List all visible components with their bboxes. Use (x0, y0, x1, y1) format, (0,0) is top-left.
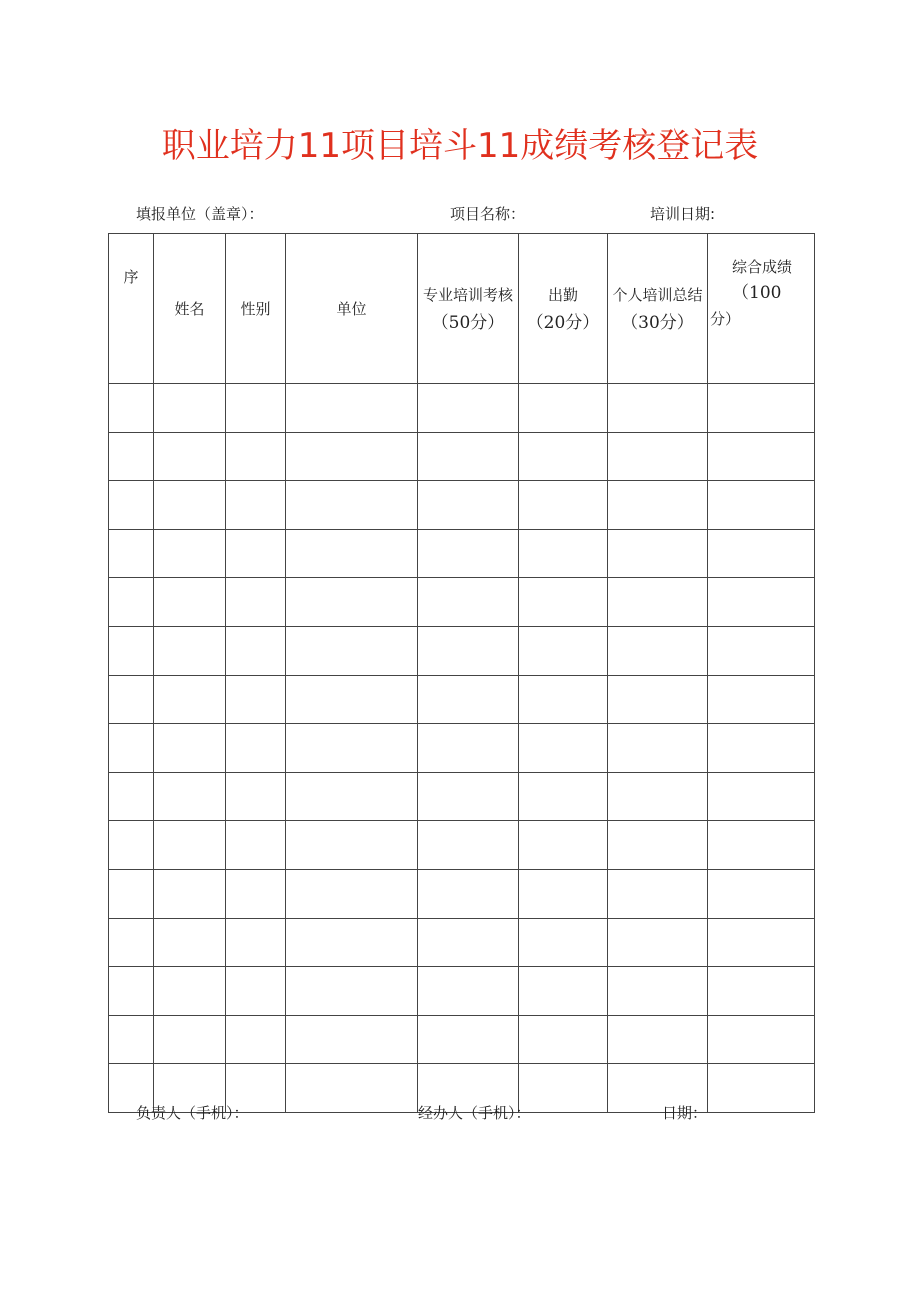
cell-seq[interactable] (109, 869, 154, 918)
cell-name[interactable] (154, 529, 226, 578)
cell-gender[interactable] (226, 626, 286, 675)
cell-summary[interactable] (608, 432, 708, 481)
cell-professional[interactable] (418, 869, 519, 918)
cell-professional[interactable] (418, 821, 519, 870)
cell-attendance[interactable] (519, 675, 608, 724)
cell-name[interactable] (154, 918, 226, 967)
cell-attendance[interactable] (519, 578, 608, 627)
cell-attendance[interactable] (519, 724, 608, 773)
cell-unit[interactable] (286, 529, 418, 578)
cell-seq[interactable] (109, 967, 154, 1016)
table-row (109, 675, 815, 724)
cell-total[interactable] (708, 1015, 815, 1064)
cell-unit[interactable] (286, 578, 418, 627)
cell-name[interactable] (154, 384, 226, 433)
cell-attendance[interactable] (519, 1064, 608, 1113)
cell-total[interactable] (708, 724, 815, 773)
cell-professional[interactable] (418, 432, 519, 481)
cell-summary[interactable] (608, 481, 708, 530)
table-row (109, 724, 815, 773)
cell-seq[interactable] (109, 724, 154, 773)
table-row (109, 578, 815, 627)
cell-summary[interactable] (608, 821, 708, 870)
cell-total[interactable] (708, 821, 815, 870)
table-row (109, 967, 815, 1016)
cell-seq[interactable] (109, 918, 154, 967)
cell-gender[interactable] (226, 432, 286, 481)
cell-summary[interactable] (608, 384, 708, 433)
header-professional-exam (418, 234, 519, 384)
table-row (109, 529, 815, 578)
training-date-label: 培训日期: (650, 205, 716, 223)
table-body (109, 384, 815, 1113)
table-row (109, 481, 815, 530)
cell-summary[interactable] (608, 724, 708, 773)
header-seq: 序 (109, 234, 154, 384)
cell-total[interactable] (708, 529, 815, 578)
table-row (109, 384, 815, 433)
document-title: 职业培力11项目培斗11成绩考核登记表 (161, 126, 759, 166)
cell-unit[interactable] (286, 869, 418, 918)
header-total-score (708, 234, 815, 384)
cell-attendance[interactable] (519, 529, 608, 578)
header-total-label: 综合成绩 (731, 258, 792, 276)
cell-summary[interactable] (608, 1015, 708, 1064)
table-row (109, 821, 815, 870)
table-row (109, 626, 815, 675)
header-total-score-b: 分） (710, 310, 741, 328)
table-row (109, 432, 815, 481)
header-name: 姓名 (154, 234, 226, 384)
cell-seq[interactable] (109, 481, 154, 530)
header-summary (608, 234, 708, 384)
cell-attendance[interactable] (519, 967, 608, 1016)
project-name-label: 项目名称： (450, 205, 526, 223)
cell-total[interactable] (708, 675, 815, 724)
cell-name[interactable] (154, 869, 226, 918)
cell-professional[interactable] (418, 967, 519, 1016)
cell-gender[interactable] (226, 967, 286, 1016)
cell-unit[interactable] (286, 967, 418, 1016)
cell-name[interactable] (154, 772, 226, 821)
cell-name[interactable] (154, 821, 226, 870)
cell-summary[interactable] (608, 918, 708, 967)
cell-name[interactable] (154, 724, 226, 773)
header-professional-label: 专业培训考核 (422, 285, 513, 304)
cell-professional[interactable] (418, 675, 519, 724)
cell-summary[interactable] (608, 626, 708, 675)
header-total-score-a: （100 (732, 283, 782, 303)
cell-seq[interactable] (109, 1015, 154, 1064)
cell-name[interactable] (154, 578, 226, 627)
cell-attendance[interactable] (519, 772, 608, 821)
header-summary-score: （30分） (621, 312, 694, 333)
cell-seq[interactable] (109, 578, 154, 627)
header-gender: 性别 (226, 234, 286, 384)
header-attendance-score: （20分） (526, 312, 600, 333)
cell-unit[interactable] (286, 626, 418, 675)
cell-gender[interactable] (226, 481, 286, 530)
cell-name[interactable] (154, 626, 226, 675)
cell-gender[interactable] (226, 529, 286, 578)
cell-total[interactable] (708, 432, 815, 481)
cell-summary[interactable] (608, 869, 708, 918)
cell-total[interactable] (708, 772, 815, 821)
cell-summary[interactable] (608, 967, 708, 1016)
cell-professional[interactable] (418, 384, 519, 433)
cell-seq[interactable] (109, 772, 154, 821)
cell-unit[interactable] (286, 432, 418, 481)
table-header-row (109, 234, 815, 384)
cell-gender[interactable] (226, 918, 286, 967)
cell-name[interactable] (154, 432, 226, 481)
handler-label: 经办人（手机）： (418, 1104, 531, 1122)
cell-attendance[interactable] (519, 869, 608, 918)
header-attendance-label: 出勤 (547, 285, 578, 304)
cell-seq[interactable] (109, 432, 154, 481)
cell-total[interactable] (708, 384, 815, 433)
cell-professional[interactable] (418, 481, 519, 530)
cell-unit[interactable] (286, 772, 418, 821)
cell-attendance[interactable] (519, 821, 608, 870)
cell-seq[interactable] (109, 384, 154, 433)
cell-attendance[interactable] (519, 481, 608, 530)
cell-professional[interactable] (418, 772, 519, 821)
cell-unit[interactable] (286, 918, 418, 967)
header-unit: 单位 (286, 234, 418, 384)
cell-unit[interactable] (286, 675, 418, 724)
cell-gender[interactable] (226, 1015, 286, 1064)
cell-name[interactable] (154, 1015, 226, 1064)
cell-attendance[interactable] (519, 626, 608, 675)
footer-date-label: 日期： (662, 1104, 708, 1122)
cell-professional[interactable] (418, 1015, 519, 1064)
cell-unit[interactable] (286, 384, 418, 433)
cell-professional[interactable] (418, 578, 519, 627)
cell-total[interactable] (708, 869, 815, 918)
score-registration-table (108, 233, 815, 1113)
header-summary-label: 个人培训总结 (612, 285, 703, 304)
cell-seq[interactable] (109, 626, 154, 675)
cell-gender[interactable] (226, 724, 286, 773)
cell-seq[interactable] (109, 529, 154, 578)
cell-gender[interactable] (226, 869, 286, 918)
person-in-charge-label: 负责人（手机）： (136, 1104, 249, 1122)
cell-unit[interactable] (286, 724, 418, 773)
header-attendance (519, 234, 608, 384)
cell-total[interactable] (708, 967, 815, 1016)
cell-summary[interactable] (608, 578, 708, 627)
cell-attendance[interactable] (519, 384, 608, 433)
cell-name[interactable] (154, 481, 226, 530)
cell-seq[interactable] (109, 675, 154, 724)
cell-attendance[interactable] (519, 918, 608, 967)
cell-gender[interactable] (226, 384, 286, 433)
cell-unit[interactable] (286, 1064, 418, 1113)
cell-professional[interactable] (418, 918, 519, 967)
cell-total[interactable] (708, 578, 815, 627)
header-professional-score: （50分） (431, 312, 505, 333)
cell-seq[interactable] (109, 821, 154, 870)
fill-unit-label: 填报单位（盖章）： (136, 205, 264, 223)
cell-gender[interactable] (226, 772, 286, 821)
cell-gender[interactable] (226, 578, 286, 627)
cell-unit[interactable] (286, 821, 418, 870)
cell-professional[interactable] (418, 529, 519, 578)
cell-total[interactable] (708, 626, 815, 675)
cell-summary[interactable] (608, 529, 708, 578)
cell-unit[interactable] (286, 1015, 418, 1064)
cell-name[interactable] (154, 967, 226, 1016)
cell-unit[interactable] (286, 481, 418, 530)
cell-summary[interactable] (608, 675, 708, 724)
cell-professional[interactable] (418, 626, 519, 675)
cell-professional[interactable] (418, 724, 519, 773)
cell-summary[interactable] (608, 772, 708, 821)
cell-total[interactable] (708, 481, 815, 530)
cell-attendance[interactable] (519, 432, 608, 481)
table-row (109, 869, 815, 918)
cell-total[interactable] (708, 1064, 815, 1113)
cell-gender[interactable] (226, 821, 286, 870)
table-row (109, 1015, 815, 1064)
cell-total[interactable] (708, 918, 815, 967)
cell-attendance[interactable] (519, 1015, 608, 1064)
cell-name[interactable] (154, 675, 226, 724)
table-row (109, 918, 815, 967)
table-row (109, 772, 815, 821)
cell-gender[interactable] (226, 675, 286, 724)
